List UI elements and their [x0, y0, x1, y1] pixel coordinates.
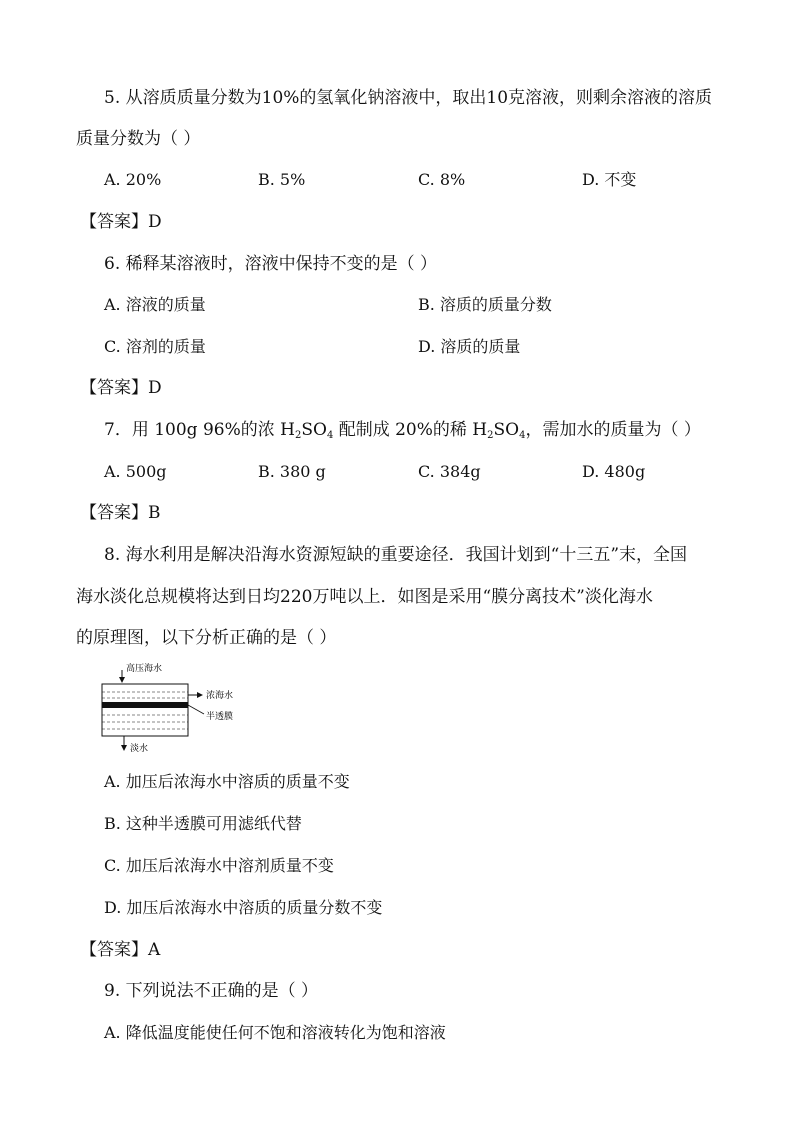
membrane-diagram [96, 662, 296, 758]
membrane-diagram-svg [96, 662, 296, 758]
q6-option-a: A. 溶液的质量 [104, 295, 206, 314]
q7-stem [104, 419, 701, 441]
q9-option-a: A. 降低温度能使任何不饱和溶液转化为饱和溶液 [104, 1023, 446, 1042]
q5-option-a: A. 20% [104, 170, 162, 189]
diagram-label-concentrate: 浓海水 [206, 691, 234, 701]
q6-stem: 6. 稀释某溶液时，溶液中保持不变的是（ ） [104, 254, 438, 274]
q5-option-c: C. 8% [418, 170, 466, 189]
q6-answer: 【答案】D [80, 378, 162, 398]
diagram-label-high-pressure: 高压海水 [126, 664, 163, 674]
q8-option-b: B. 这种半透膜可用滤纸代替 [104, 814, 302, 833]
q5-stem-line2: 质量分数为（ ） [76, 129, 201, 149]
semipermeable-membrane [102, 702, 188, 708]
q6-option-c: C. 溶剂的质量 [104, 337, 206, 356]
q7-stem-part-c: 配制成 20%的稀 H [333, 420, 488, 440]
q7-subscript-2: 2 [294, 430, 302, 441]
q8-stem-line2: 海水淡化总规模将达到日均220万吨以上．如图是采用“膜分离技术”淡化海水 [76, 587, 653, 607]
q7-stem-part-a: 7．用 100g 96%的浓 H [104, 420, 295, 440]
q7-answer: 【答案】B [80, 503, 161, 523]
membrane-pointer [188, 705, 204, 714]
q5-option-b: B. 5% [258, 170, 306, 189]
q5-answer: 【答案】D [80, 212, 162, 232]
q8-stem-line3: 的原理图，以下分析正确的是（ ） [76, 628, 337, 648]
q7-subscript-4b: 4 [519, 430, 526, 441]
q8-stem-line1: 8. 海水利用是解决沿海水资源短缺的重要途径．我国计划到“十三五”末，全国 [104, 545, 688, 565]
q5-option-d: D. 不变 [582, 170, 637, 189]
q8-answer: 【答案】A [80, 940, 161, 960]
q7-option-b: B. 380 g [258, 462, 326, 481]
q7-stem-part-b: SO [301, 420, 327, 440]
q8-option-c: C. 加压后浓海水中溶剂质量不变 [104, 856, 334, 875]
q7-subscript-2b: 2 [487, 430, 494, 441]
q7-stem-part-e: ，需加水的质量为（ ） [525, 420, 701, 440]
q8-option-d: D. 加压后浓海水中溶质的质量分数不变 [104, 898, 383, 917]
q6-option-d: D. 溶质的质量 [418, 337, 521, 356]
diagram-label-freshwater: 淡水 [130, 744, 149, 754]
q9-stem: 9. 下列说法不正确的是（ ） [104, 981, 319, 1001]
q7-option-c: C. 384g [418, 462, 481, 481]
q5-stem-line1: 5. 从溶质质量分数为10%的氢氧化钠溶液中，取出10克溶液，则剩余溶液的溶质 [104, 88, 713, 108]
q7-option-a: A. 500g [104, 462, 167, 481]
q7-option-d: D. 480g [582, 462, 646, 481]
q6-option-b: B. 溶质的质量分数 [418, 295, 552, 314]
diagram-label-membrane: 半透膜 [206, 712, 234, 722]
q8-option-a: A. 加压后浓海水中溶质的质量不变 [104, 772, 350, 791]
q7-subscript-4: 4 [326, 430, 334, 441]
q7-stem-part-d: SO [493, 420, 520, 440]
